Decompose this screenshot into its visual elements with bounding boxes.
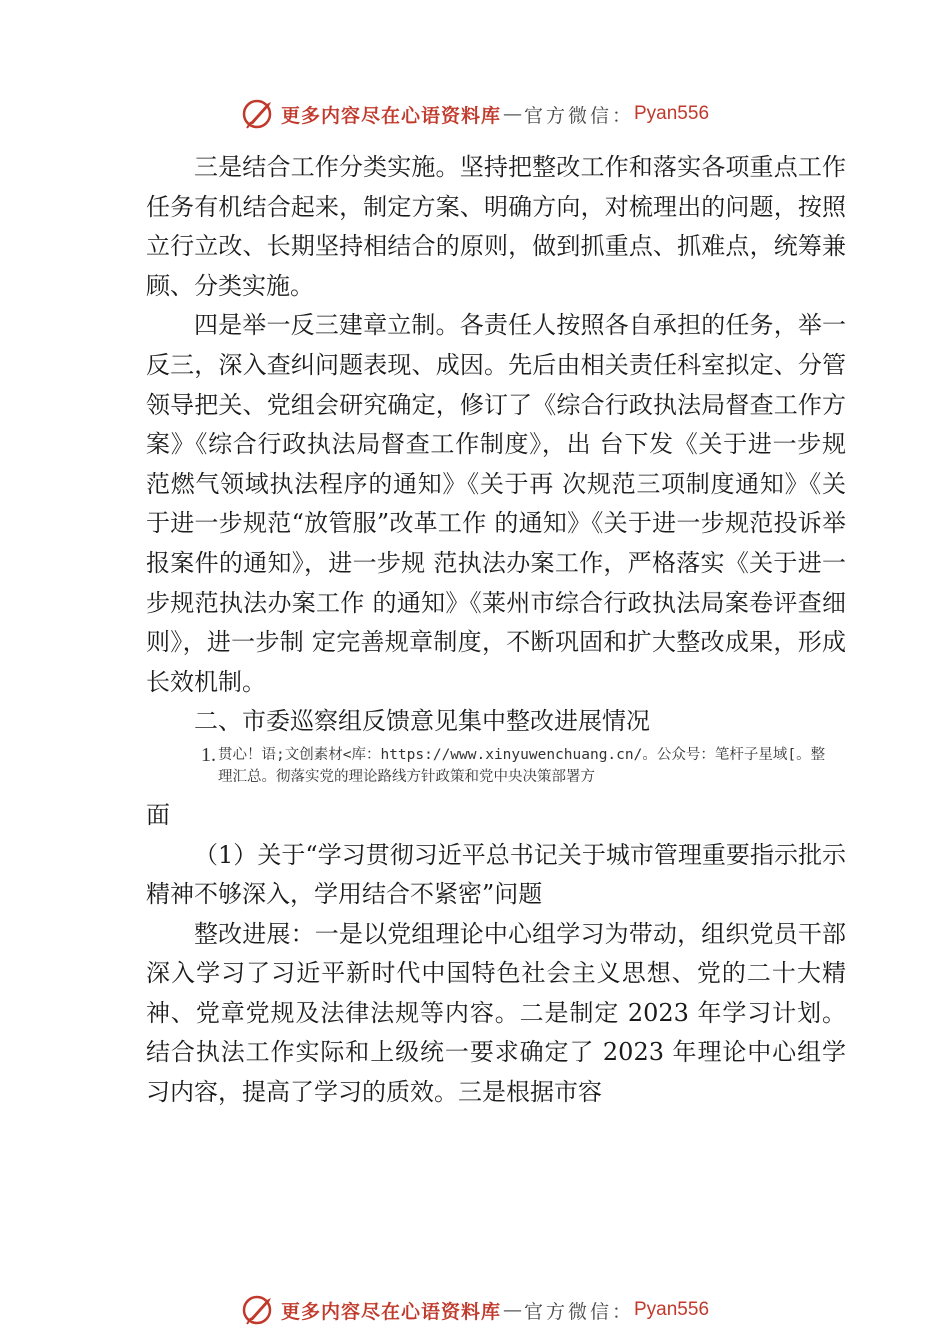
footnote-text: 贯心！语;文创素材<库：https://www.xinyuwenchuang.cn/。公众号：笔杆子星域[。整理汇总。彻落实党的理论路线方针政策和党中央决策部署方: [218, 746, 826, 785]
banner-main-text: 更多内容尽在心语资料库: [280, 1300, 501, 1323]
banner-main-text: 更多内容尽在心语资料库: [280, 104, 501, 127]
section-heading: 二、市委巡察组反馈意见集中整改进展情况: [194, 707, 650, 736]
footer-banner: [0, 1290, 950, 1330]
header-banner: [0, 94, 950, 134]
banner-separator: —: [502, 1299, 522, 1321]
paragraph-rules-building: 四是举一反三建章立制。各责任人按照各自承担的任务，举一反三，深入查纠问题表现、成因。先后由相关责任科室拟定、分管领导把关、党组会研究确定，修订了《综合行政执法局督查工作方案》《综合行政执法局督查工作制度》，出 台下发《关于进一步规范燃气领域执法程序的通知》《关于再 次规范三项制度通知》《关于进一步规范“放管服”改革工作 的通知》《关于进一步规范投诉举报案件的通知》，进一步规 范执法办案工作，严格落实《关于进一步规范执法办案工作 的通知》《莱州市综合行政执法局案卷评查细则》，进一步制 定完善规章制度，不断巩固和扩大整改成果，形成长效机制。: [146, 311, 846, 696]
banner-wechat-id: Pyan556: [634, 103, 710, 124]
paragraph-progress: 整改进展：一是以党组理论中心组学习为带动，组织党员干部深入学习了习近平新时代中国特色社会主义思想、党的二十大精神、党章党规及法律法规等内容。二是制定 2023 年学习计划。结合执法工作实际和上级统一要求确定了 2023 年理论中心组学习内容，提高了学习的质效。三是根据市容: [146, 919, 846, 1107]
banner-wechat-id: Pyan556: [634, 1299, 710, 1320]
document-body: [146, 148, 846, 1113]
paragraph-fragment: 面: [146, 800, 170, 829]
paragraph-issue-title: （1）关于“学习贯彻习近平总书记关于城市管理重要指示批示精神不够深入，学用结合不紧密”问题: [146, 840, 846, 909]
banner-separator: —: [502, 103, 522, 125]
banner-label: 官方微信：: [523, 104, 634, 127]
quill-logo-icon: [241, 1292, 277, 1328]
footnote: [146, 744, 846, 788]
paragraph-classified-implementation: 三是结合工作分类实施。坚持把整改工作和落实各项重点工作任务有机结合起来，制定方案、明确方向，对梳理出的问题，按照立行立改、长期坚持相结合的原则，做到抓重点、抓难点，统筹兼顾、分类实施。: [146, 153, 846, 300]
banner-label: 官方微信：: [523, 1300, 634, 1323]
footnote-number: 1.: [201, 743, 216, 766]
quill-logo-icon: [241, 96, 277, 132]
